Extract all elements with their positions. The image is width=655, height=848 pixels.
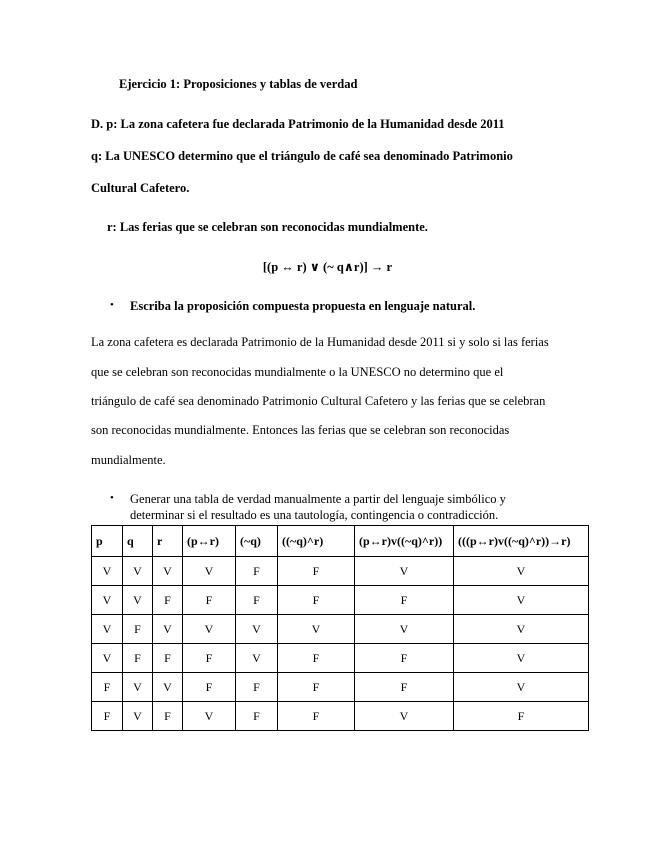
column-header: q [123,526,153,557]
table-cell: V [454,673,589,702]
table-cell: F [355,673,454,702]
table-cell: V [92,586,123,615]
column-header: (~q) [236,526,278,557]
bullet-dot-2: • [110,492,114,504]
paragraph-line: mundialmente. [91,453,166,467]
table-cell: F [123,615,153,644]
table-header-row [92,526,589,557]
proposition-r: r: Las ferias que se celebran son reconocidas mundialmente. [107,220,428,234]
column-header: (p↔r) [183,526,236,557]
paragraph-line: que se celebran son reconocidas mundialmente o la UNESCO no determino que el [91,365,504,379]
table-cell: V [92,557,123,586]
table-row [92,673,589,702]
table-cell: V [236,644,278,673]
table-cell: V [183,702,236,731]
table-cell: V [153,615,183,644]
table-cell: F [355,586,454,615]
column-header: r [153,526,183,557]
table-cell: V [278,615,355,644]
table-cell: V [454,557,589,586]
table-cell: V [183,615,236,644]
table-cell: F [278,673,355,702]
table-row [92,586,589,615]
table-cell: V [236,615,278,644]
column-header: (((p↔r)v((~q)^r))→r) [454,526,589,557]
table-cell: F [92,673,123,702]
table-cell: F [183,644,236,673]
table-cell: F [278,586,355,615]
table-cell: F [454,702,589,731]
table-cell: V [454,615,589,644]
table-cell: V [183,557,236,586]
table-cell: V [153,673,183,702]
table-row [92,702,589,731]
column-header: ((~q)^r) [278,526,355,557]
table-cell: F [236,586,278,615]
table-cell: V [123,586,153,615]
table-cell: F [278,644,355,673]
table-cell: V [355,702,454,731]
table-cell: F [355,644,454,673]
table-cell: V [454,644,589,673]
table-cell: V [454,586,589,615]
bullet-dot-1: • [110,299,114,311]
column-header: (p↔r)v((~q)^r)) [355,526,454,557]
table-cell: V [355,615,454,644]
table-cell: V [123,702,153,731]
table-cell: F [183,673,236,702]
table-row [92,615,589,644]
table-cell: F [153,644,183,673]
table-cell: F [278,702,355,731]
paragraph-line: triángulo de café sea denominado Patrimonio Cultural Cafetero y las ferias que se celebran [91,394,546,408]
table-row [92,644,589,673]
table-cell: F [278,557,355,586]
table-cell: F [123,644,153,673]
table-cell: F [153,702,183,731]
table-cell: F [236,557,278,586]
table-cell: F [183,586,236,615]
paragraph-line: La zona cafetera es declarada Patrimonio de la Humanidad desde 2011 si y solo si las ferias [91,335,549,349]
table-row [92,557,589,586]
proposition-q-line2: Cultural Cafetero. [91,181,190,195]
symbolic-formula: [(p ↔ r) ∨ (~ q∧r)] → r [262,260,393,274]
table-cell: F [236,702,278,731]
table-cell: F [153,586,183,615]
exercise-heading: Ejercicio 1: Proposiciones y tablas de verdad [119,77,358,91]
table-cell: V [123,557,153,586]
table-cell: V [123,673,153,702]
table-cell: F [236,673,278,702]
bullet-item-truth-table-line2: determinar si el resultado es una tautología, contingencia o contradicción. [130,508,499,522]
table-cell: F [92,702,123,731]
table-cell: V [92,615,123,644]
bullet-item-truth-table-line1: Generar una tabla de verdad manualmente a partir del lenguaje simbólico y [130,492,506,506]
truth-table [91,525,589,731]
column-header: p [92,526,123,557]
table-cell: V [92,644,123,673]
paragraph-line: son reconocidas mundialmente. Entonces las ferias que se celebran son reconocidas [91,423,510,437]
bullet-item-natural-language: Escriba la proposición compuesta propuesta en lenguaje natural. [130,299,476,313]
proposition-q-line1: q: La UNESCO determino que el triángulo de café sea denominado Patrimonio [91,149,513,163]
table-cell: V [355,557,454,586]
proposition-p: D. p: La zona cafetera fue declarada Patrimonio de la Humanidad desde 2011 [91,117,505,131]
table-cell: V [153,557,183,586]
